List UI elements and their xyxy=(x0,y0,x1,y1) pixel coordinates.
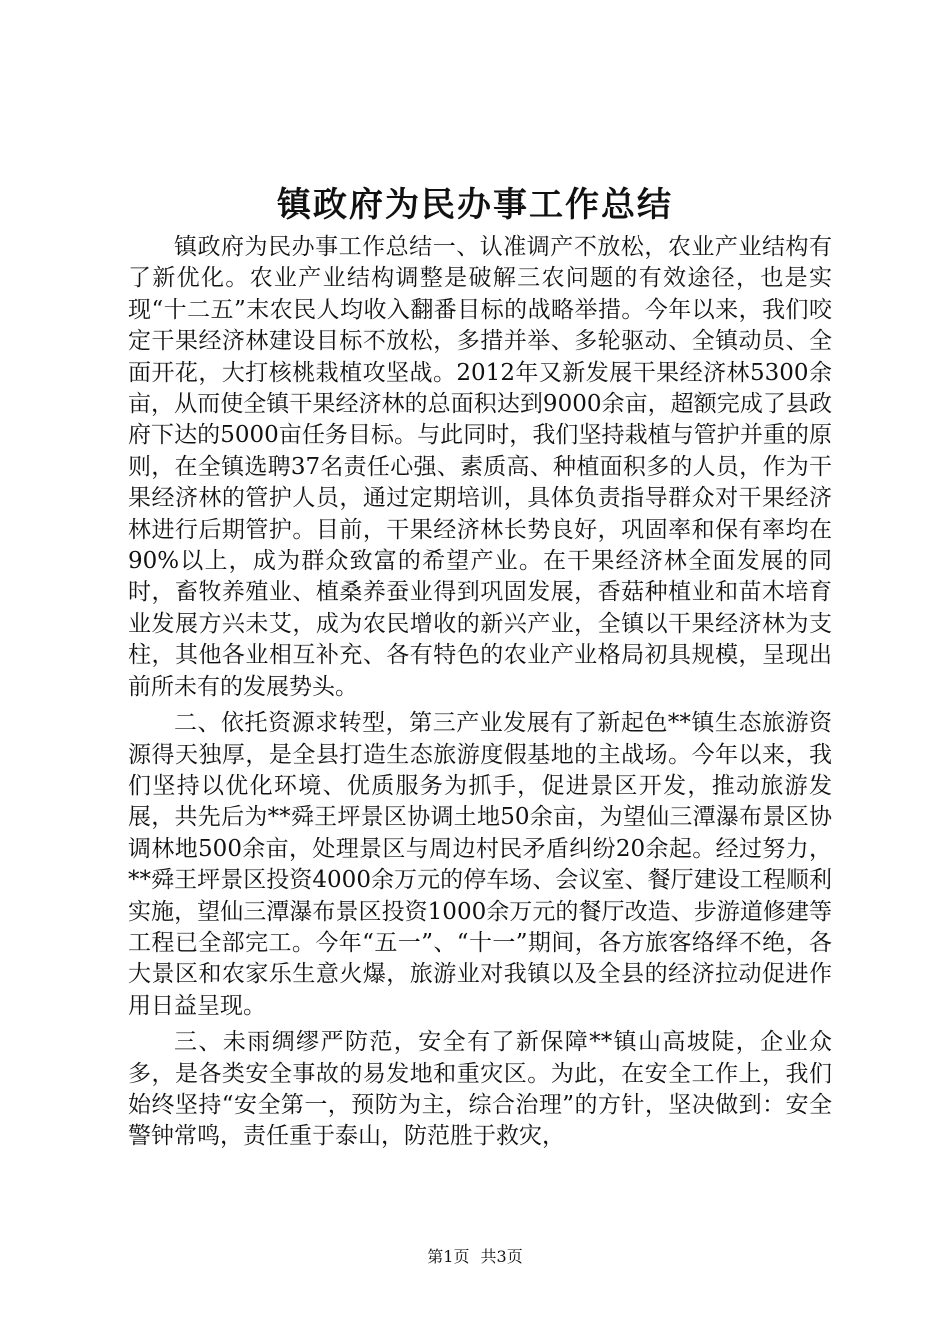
paragraph-3: 三、未雨绸缪严防范，安全有了新保障**镇山高坡陡，企业众多，是各类安全事故的易发地和重灾区。为此，在安全工作上，我们始终坚持“安全第一，预防为主，综合治理”的方针，坚决做到：安全警钟常鸣，责任重于泰山，防范胜于救灾， xyxy=(128,1029,832,1150)
paragraph-2: 二、依托资源求转型，第三产业发展有了新起色**镇生态旅游资源得天独厚，是全县打造生态旅游度假基地的主战场。今年以来，我们坚持以优化环境、优质服务为抓手，促进景区开发，推动旅游发展，共先后为**舜王坪景区协调土地50余亩，为望仙三潭瀑布景区协调林地500余亩，处理景区与周边村民矛盾纠纷20余起。经过努力，**舜王坪景区投资4000余万元的停车场、会议室、餐厅建设工程顺利实施，望仙三潭瀑布景区投资1000余万元的餐厅改造、步游道修建等工程已全部完工。今年“五一”、“十一”期间，各方旅客络绎不绝，各大景区和农家乐生意火爆，旅游业对我镇以及全县的经济拉动促进作用日益呈现。 xyxy=(128,710,832,1019)
page-total: 共3页 xyxy=(480,1247,523,1266)
page-number: 第1页 xyxy=(427,1247,470,1266)
document-title: 镇政府为民办事工作总结 xyxy=(277,185,673,225)
paragraph-1: 镇政府为民办事工作总结一、认准调产不放松，农业产业结构有了新优化。农业产业结构调整是破解三农问题的有效途径，也是实现“十二五”末农民人均收入翻番目标的战略举措。今年以来，我们咬定干果经济林建设目标不放松，多措并举、多轮驱动、全镇动员、全面开花，大打核桃栽植攻坚战。2012年又新发展干果经济林5300余亩，从而使全镇干果经济林的总面积达到9000余亩，超额完成了县政府下达的5000亩任务目标。与此同时，我们坚持栽植与管护并重的原则，在全镇选聘37名责任心强、素质高、种植面积多的人员，作为干果经济林的管护人员，通过定期培训，具体负责指导群众对干果经济林进行后期管护。目前，干果经济林长势良好，巩固率和保有率均在90%以上，成为群众致富的希望产业。在干果经济林全面发展的同时，畜牧养殖业、植桑养蚕业得到巩固发展，香菇种植业和苗木培育业发展方兴未艾，成为农民增收的新兴产业，全镇以干果经济林为支柱，其他各业相互补充、各有特色的农业产业格局初具规模，呈现出前所未有的发展势头。 xyxy=(128,234,832,700)
page-footer xyxy=(0,1245,950,1269)
document-body xyxy=(128,232,832,1158)
